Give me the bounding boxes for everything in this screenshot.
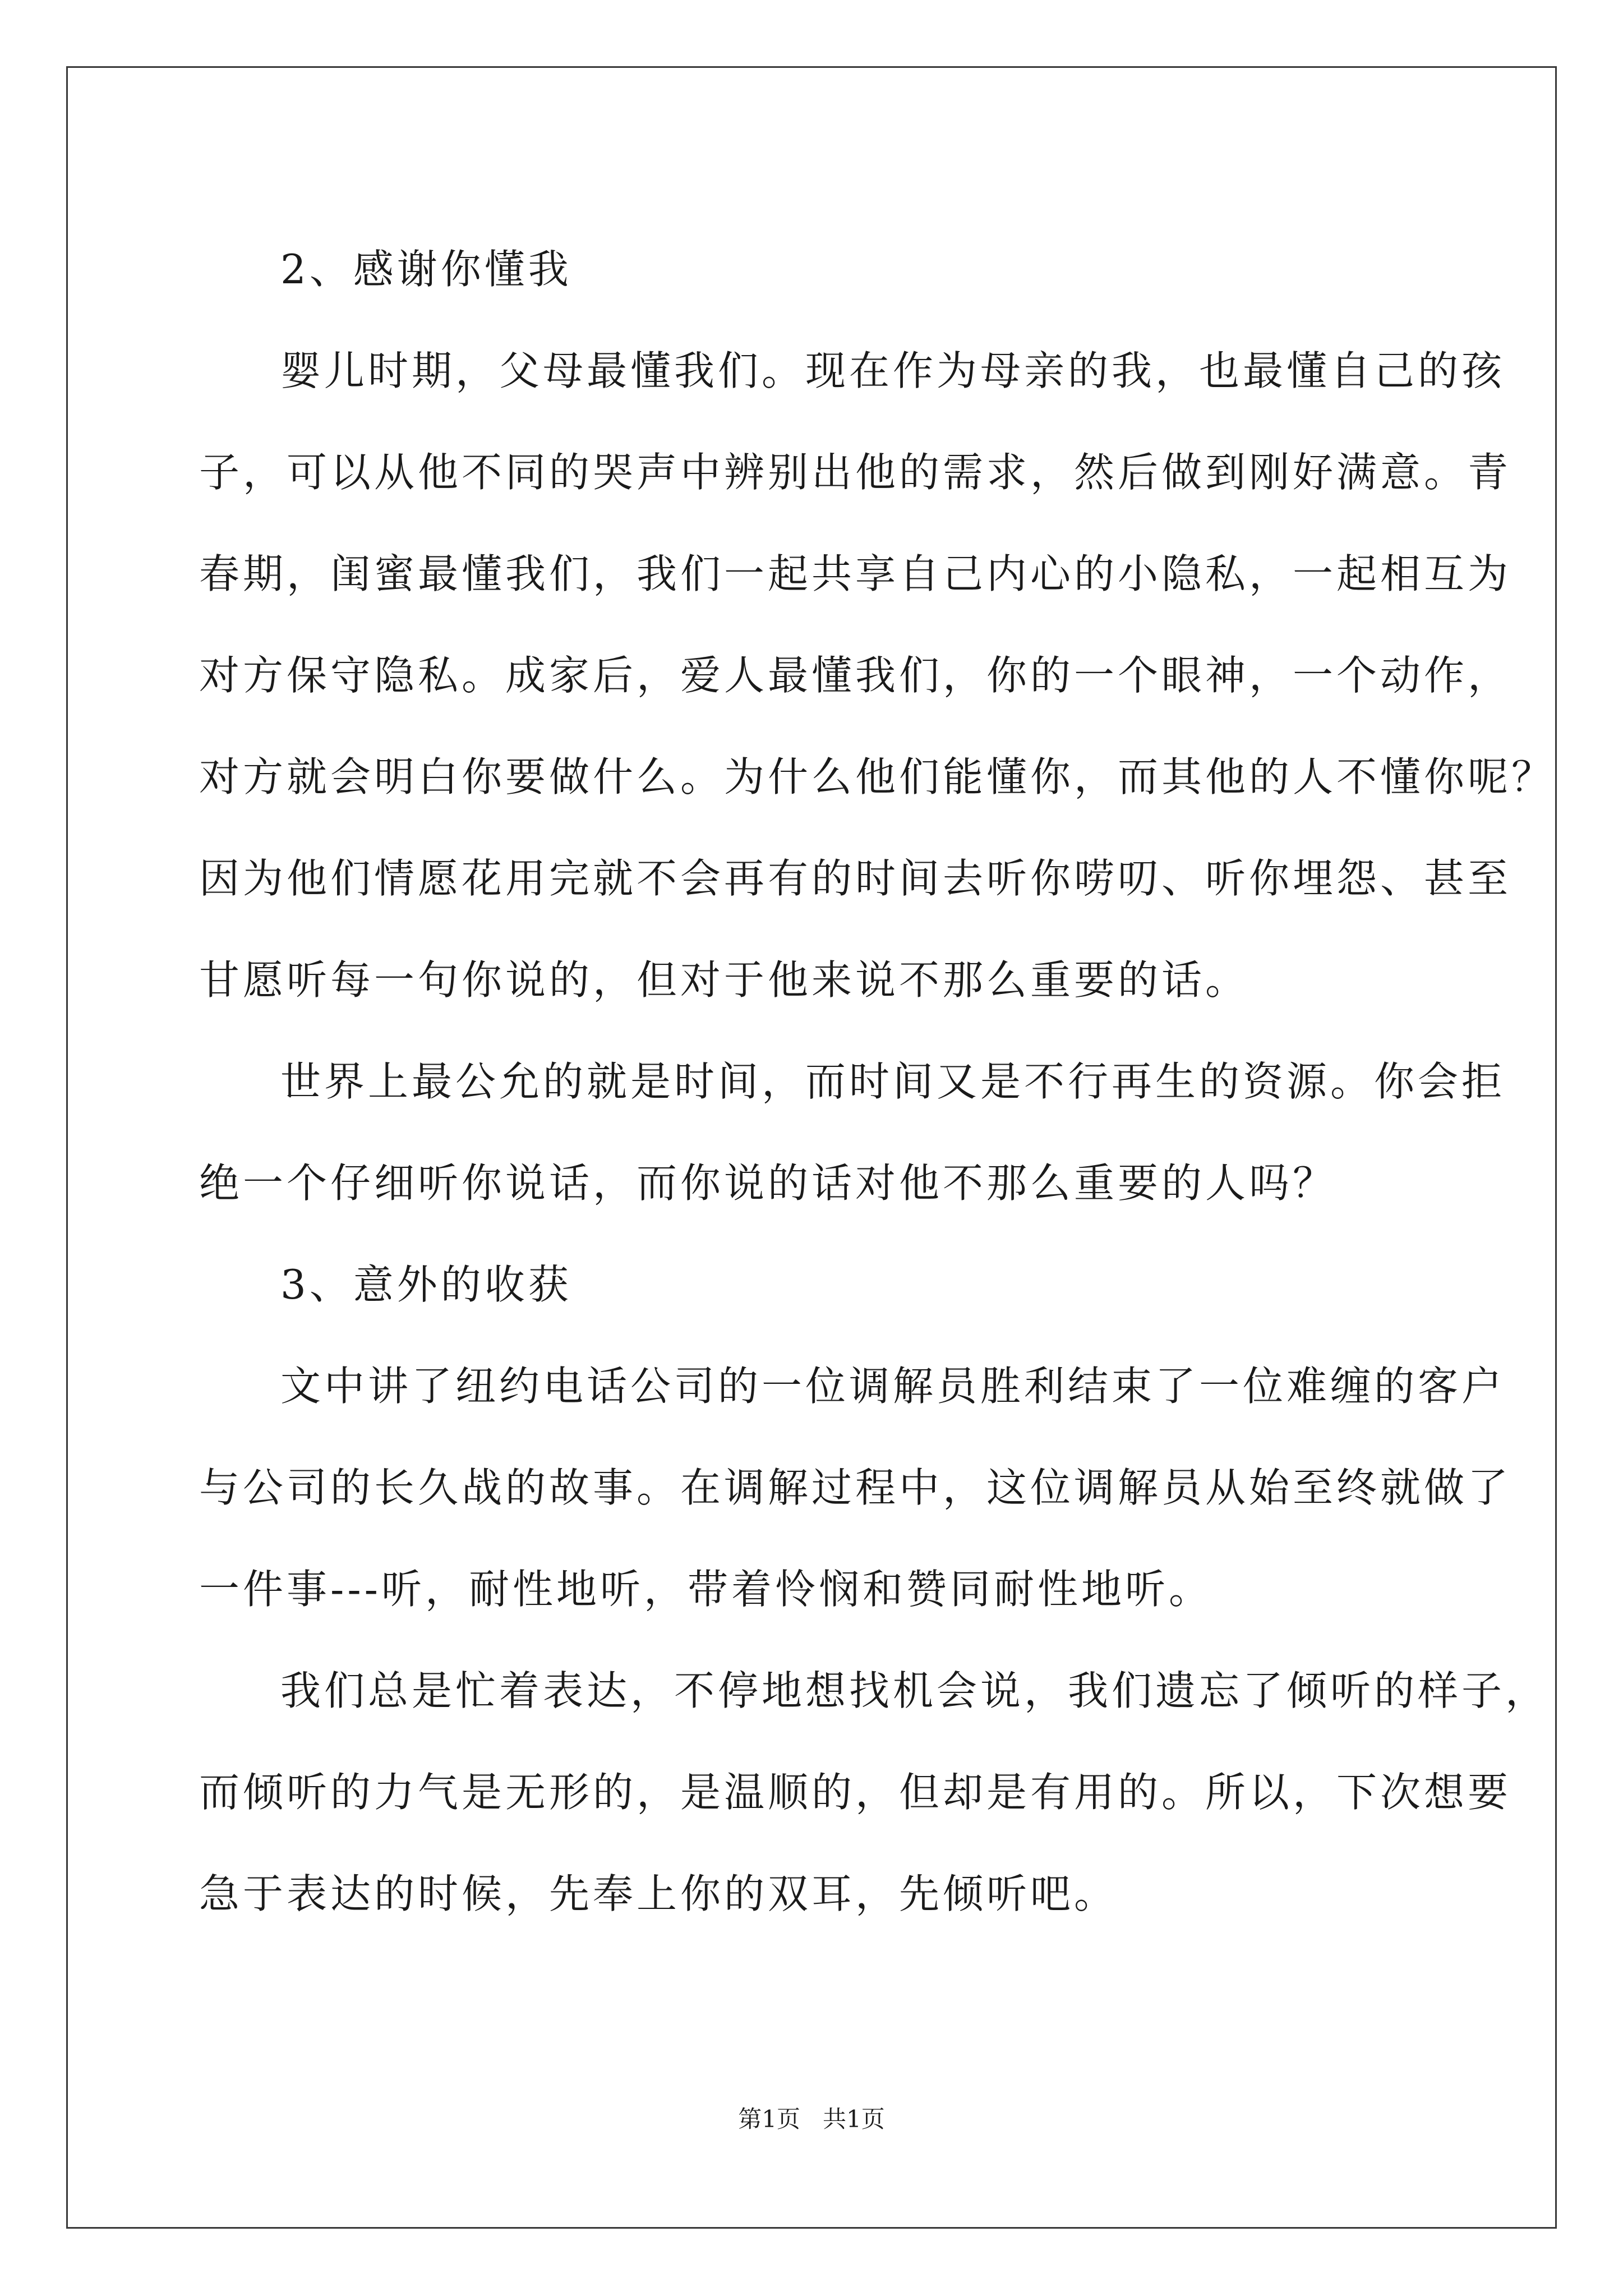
heading-3: 3、意外的收获 (280, 1261, 572, 1308)
page-number-current: 第1页 (738, 2105, 800, 2133)
paragraph-line: 急于表达的时候，先奉上你的双耳，先倾听吧。 (199, 1870, 1118, 1917)
paragraph-line: 对方就会明白你要做什么。为什么他们能懂你，而其他的人不懂你呢？ (199, 753, 1556, 800)
paragraph-line: 春期，闺蜜最懂我们，我们一起共享自己内心的小隐私，一起相互为 (199, 550, 1512, 597)
paragraph-line: 而倾听的力气是无形的，是温顺的，但却是有用的。所以，下次想要 (199, 1769, 1512, 1816)
paragraph-line: 世界上最公允的就是时间，而时间又是不行再生的资源。你会拒 (280, 1058, 1506, 1105)
paragraph-line: 婴儿时期，父母最懂我们。现在作为母亲的我，也最懂自己的孩 (280, 347, 1506, 394)
paragraph-line: 一件事---听，耐性地听，带着怜悯和赞同耐性地听。 (199, 1566, 1212, 1613)
paragraph-line: 绝一个仔细听你说话，而你说的话对他不那么重要的人吗？ (199, 1159, 1337, 1207)
paragraph-line: 子，可以从他不同的哭声中辨别出他的需求，然后做到刚好满意。青 (199, 449, 1512, 496)
page-footer (0, 2101, 1623, 2134)
paragraph-line: 对方保守隐私。成家后，爱人最懂我们，你的一个眼神，一个动作， (199, 652, 1512, 699)
paragraph-line: 因为他们情愿花用完就不会再有的时间去听你唠叨、听你埋怨、甚至 (199, 855, 1512, 902)
heading-2: 2、感谢你懂我 (280, 246, 572, 293)
paragraph-line: 与公司的长久战的故事。在调解过程中，这位调解员从始至终就做了 (199, 1464, 1512, 1511)
document-body (199, 219, 1556, 1945)
paragraph-line: 甘愿听每一句你说的，但对于他来说不那么重要的话。 (199, 956, 1249, 1004)
page-number-total: 共1页 (823, 2105, 885, 2133)
paragraph-line: 我们总是忙着表达，不停地想找机会说，我们遗忘了倾听的样子， (280, 1667, 1550, 1714)
paragraph-line: 文中讲了纽约电话公司的一位调解员胜利结束了一位难缠的客户 (280, 1363, 1506, 1410)
